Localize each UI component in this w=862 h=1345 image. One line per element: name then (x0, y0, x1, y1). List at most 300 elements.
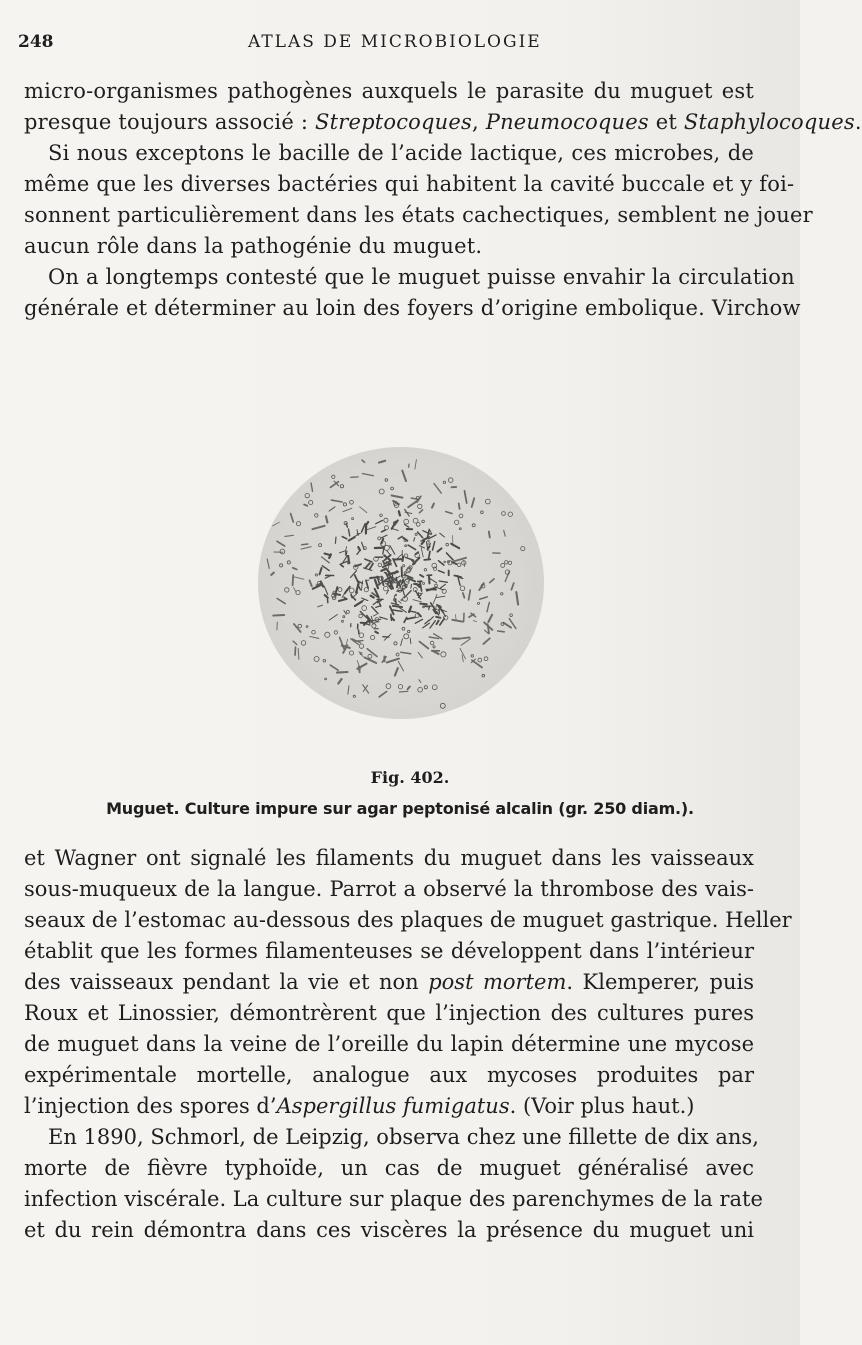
micrograph-stroke (357, 551, 359, 554)
micrograph-stroke (365, 559, 372, 562)
micrograph-spore (305, 493, 309, 497)
micrograph-stroke (404, 618, 407, 623)
micrograph-stroke (483, 638, 489, 644)
micrograph-stroke (405, 525, 409, 528)
micrograph-spore (435, 584, 438, 587)
micrograph-stroke (480, 597, 488, 599)
micrograph-stroke (399, 691, 407, 692)
micrograph-stroke (381, 535, 387, 538)
micrograph-stroke (322, 566, 329, 571)
micrograph-spore (404, 519, 409, 524)
micrograph-spore (440, 703, 445, 708)
micrograph-spore (353, 695, 355, 697)
micrograph-spore (384, 586, 389, 591)
micrograph-stroke (433, 595, 437, 604)
micrograph-stroke (310, 580, 312, 586)
micrograph-stroke (349, 529, 350, 536)
micrograph-spore (380, 514, 383, 517)
micrograph-spore (429, 543, 431, 545)
micrograph-spore (402, 627, 405, 630)
micrograph-stroke (301, 547, 311, 549)
micrograph-stroke (451, 544, 459, 549)
micrograph-stroke (398, 661, 403, 671)
micrograph-spore (340, 485, 343, 488)
micrograph-stroke (498, 631, 505, 632)
micrograph-spore (482, 674, 485, 677)
page-header (18, 28, 760, 58)
micrograph-stroke (437, 621, 439, 625)
micrograph-stroke (511, 583, 513, 590)
micrograph-stroke (408, 545, 416, 550)
micrograph-stroke (399, 511, 400, 515)
micrograph-spore (448, 478, 453, 483)
micrograph-stroke (360, 507, 367, 513)
micrograph-stroke (420, 604, 427, 605)
micrograph-stroke (393, 606, 402, 607)
micrograph-spore (485, 499, 490, 504)
micrograph-stroke (415, 460, 417, 469)
micrograph-stroke (505, 571, 509, 581)
micrograph-spore (432, 685, 437, 690)
micrograph-stroke (418, 532, 423, 538)
micrograph-spore (416, 523, 420, 527)
micrograph-spore (405, 545, 407, 547)
micrograph-stroke (433, 542, 435, 551)
micrograph-stroke (418, 652, 422, 657)
micrograph-stroke (447, 553, 454, 560)
micrograph-stroke (343, 508, 352, 511)
micrograph-stroke (398, 601, 401, 603)
micrograph-spore (404, 634, 409, 639)
micrograph-stroke (463, 593, 465, 598)
micrograph-stroke (504, 530, 506, 536)
micrograph-spore (343, 503, 346, 506)
micrograph-stroke (273, 522, 280, 526)
micrograph-stroke (366, 522, 368, 525)
micrograph-stroke (367, 649, 377, 657)
micrograph-spore (323, 659, 326, 662)
micrograph-stroke (423, 623, 430, 628)
micrograph-stroke (312, 526, 324, 529)
micrograph-stroke (344, 611, 346, 615)
micrograph-stroke (293, 575, 294, 585)
micrograph-stroke (490, 579, 494, 583)
micrograph-spore (502, 512, 506, 516)
paragraph-block-bottom (24, 843, 792, 1246)
micrograph-spore (349, 651, 353, 655)
micrograph-spore (314, 657, 319, 662)
micrograph-stroke (438, 548, 442, 551)
micrograph-spore (342, 620, 344, 622)
micrograph-stroke (341, 565, 344, 567)
micrograph-stroke (277, 599, 285, 604)
micrograph-spore (384, 526, 388, 530)
micrograph-stroke (271, 573, 274, 575)
micrograph-stroke (516, 592, 518, 604)
micrograph-spore (386, 684, 391, 689)
micrograph-stroke (379, 461, 385, 463)
micrograph-spore (404, 572, 406, 574)
micrograph-spore (408, 630, 410, 632)
micrograph-spore (338, 588, 342, 592)
micrograph-stroke (320, 568, 322, 575)
micrograph-spore (332, 475, 335, 478)
text-line: des vaisseaux pendant la vie et non post mortem. Klemperer, puis (24, 970, 754, 994)
text-line: générale et déterminer au loin des foyers d’origine embolique. Virchow (24, 296, 801, 320)
micrograph-spore (362, 606, 367, 611)
micrograph-stroke (461, 639, 470, 646)
micrograph-stroke (391, 603, 398, 605)
micrograph-stroke (304, 505, 307, 506)
micrograph-spore (394, 642, 397, 645)
micrograph-stroke (325, 554, 330, 555)
micrograph-spore (424, 686, 427, 689)
micrograph-stroke (420, 642, 429, 649)
text-line: l’injection des spores d’Aspergillus fumigatus. (Voir plus haut.) (24, 1094, 695, 1118)
text-line: presque toujours associé : Streptocoques, Pneumocoques et Staphylocoques. (24, 110, 862, 134)
micrograph-stroke (402, 580, 403, 583)
micrograph-stroke (375, 580, 378, 588)
micrograph-stroke (291, 514, 294, 522)
micrograph-stroke (358, 547, 360, 550)
micrograph-stroke (392, 496, 403, 498)
micrograph-stroke (423, 531, 431, 535)
micrograph-stroke (429, 535, 436, 539)
micrograph-stroke (410, 638, 411, 644)
micrograph-stroke (459, 577, 463, 578)
micrograph-stroke (370, 564, 373, 570)
text-line: En 1890, Schmorl, de Leipzig, observa chez une fillette de dix ans, (48, 1125, 759, 1149)
micrograph-stroke (459, 503, 460, 508)
micrograph-stroke (446, 512, 452, 514)
micrograph-spore (306, 626, 308, 628)
text-line: et du rein démontra dans ces viscères la présence du muguet uni (24, 1218, 754, 1242)
micrograph-spore (343, 616, 345, 618)
micrograph-spore (325, 632, 330, 637)
micrograph-stroke (419, 546, 424, 548)
micrograph-spore (384, 518, 388, 522)
micrograph-stroke (358, 600, 364, 605)
micrograph-spore (428, 540, 430, 542)
micrograph-spore (444, 561, 446, 563)
micrograph-stroke (410, 611, 416, 612)
micrograph-stroke (348, 686, 349, 694)
micrograph-spore (505, 561, 508, 564)
micrograph-stroke (325, 576, 330, 578)
micrograph-spore (478, 658, 482, 662)
micrograph-stroke (407, 617, 415, 619)
micrograph-stroke (420, 575, 423, 577)
micrograph-stroke (452, 620, 463, 622)
micrograph-stroke (419, 510, 422, 513)
micrograph-stroke (326, 516, 327, 522)
micrograph-spore (298, 624, 302, 628)
micrograph-spore (334, 631, 337, 634)
micrograph-spore (378, 563, 382, 567)
micrograph-stroke (362, 542, 365, 549)
micrograph-spore (442, 589, 446, 593)
micrograph-stroke (355, 575, 359, 584)
micrograph-stroke (504, 623, 512, 628)
micrograph-stroke (376, 520, 383, 523)
micrograph-stroke (439, 581, 447, 582)
micrograph-stroke (413, 600, 421, 602)
page-number: 248 (18, 32, 54, 52)
micrograph-stroke (370, 577, 379, 578)
micrograph-stroke (391, 614, 392, 620)
micrograph-spore (315, 514, 318, 517)
micrograph-spore (403, 565, 405, 567)
text-line: même que les diverses bactéries qui habitent la cavité buccale et y foi- (24, 172, 795, 196)
micrograph-spore (280, 549, 285, 554)
micrograph-spore (319, 544, 322, 547)
micrograph-stroke (293, 641, 297, 644)
micrograph-spore (379, 489, 384, 494)
micrograph-stroke (339, 599, 347, 601)
micrograph-stroke (294, 588, 297, 593)
micrograph-spore (346, 610, 349, 613)
micrograph-stroke (436, 617, 440, 618)
micrograph-stroke (395, 668, 398, 675)
micrograph-stroke (452, 562, 456, 564)
micrograph-spore (460, 586, 465, 591)
micrograph-spore (459, 514, 463, 518)
micrograph-spore (350, 500, 354, 504)
micrograph-spore (446, 543, 449, 546)
micrograph-stroke (285, 535, 294, 536)
micrograph-spore (352, 518, 354, 520)
micrograph-stroke (365, 563, 370, 568)
micrograph-stroke (440, 619, 445, 626)
micrograph-stroke (422, 541, 425, 544)
micrograph-spore (423, 582, 425, 584)
micrograph-stroke (437, 612, 439, 615)
micrograph-spore (312, 630, 316, 634)
micrograph-stroke (346, 551, 347, 556)
micrograph-spore (378, 537, 381, 540)
micrograph-stroke (375, 632, 378, 633)
micrograph-stroke (414, 538, 415, 542)
micrograph-spore (418, 504, 422, 508)
micrograph-spore (372, 624, 376, 628)
micrograph-spore (510, 614, 513, 617)
micrograph-spore (418, 687, 423, 692)
micrograph-spore (484, 657, 488, 661)
micrograph-stroke (371, 596, 374, 598)
micrograph-stroke (277, 541, 285, 546)
micrograph-stroke (366, 580, 368, 588)
text-line: Roux et Linossier, démontrèrent que l’injection des cultures pures (24, 1001, 754, 1025)
micrograph-stroke (406, 557, 414, 560)
micrograph-stroke (325, 595, 328, 598)
micrograph-stroke (362, 460, 365, 462)
micrograph-stroke (413, 558, 419, 565)
micrograph-stroke (411, 584, 412, 588)
micrograph-spore (433, 646, 435, 648)
micrograph-stroke (389, 572, 398, 574)
micrograph-stroke (408, 687, 410, 690)
micrograph-stroke (403, 557, 404, 561)
paragraph-block-top (24, 76, 862, 324)
micrograph-stroke (432, 504, 434, 508)
micrograph-stroke (349, 537, 355, 540)
micrograph-stroke (415, 619, 422, 623)
micrograph-spore (508, 561, 511, 564)
micrograph-stroke (366, 527, 375, 530)
micrograph-spore (401, 599, 403, 601)
micrograph-spore (415, 614, 419, 618)
micrograph-stroke (342, 590, 347, 598)
micrograph-stroke (310, 637, 319, 639)
micrograph-spore (521, 547, 525, 551)
micrograph-stroke (487, 602, 489, 611)
micrograph-stroke (342, 537, 347, 539)
micrograph-spore (501, 623, 504, 626)
micrograph-spore (359, 644, 363, 648)
micrograph-spore (472, 524, 475, 527)
micrograph-stroke (394, 559, 402, 560)
text-line: infection viscérale. La culture sur plaque des parenchymes de la rate (24, 1187, 763, 1211)
micrograph-spore (415, 533, 417, 535)
micrograph-stroke (362, 598, 368, 601)
micrograph-spore (471, 655, 473, 657)
micrograph-stroke (273, 615, 284, 616)
micrograph-stroke (408, 501, 417, 507)
micrograph-stroke (402, 471, 406, 481)
micrograph-spore (325, 678, 327, 680)
micrograph-stroke (383, 561, 385, 564)
micrograph-spore (419, 593, 422, 596)
micrograph-stroke (419, 680, 421, 683)
micrograph-stroke (387, 659, 399, 663)
micrograph-stroke (462, 655, 463, 662)
micrograph-spore (385, 479, 388, 482)
figure-label: Fig. 402. (370, 768, 450, 787)
micrograph-spore (501, 563, 505, 567)
micrograph-stroke (298, 649, 299, 660)
micrograph-stroke (440, 533, 445, 537)
micrograph-stroke (362, 474, 373, 476)
micrograph-stroke (329, 615, 337, 621)
micrograph-stroke (372, 619, 381, 621)
micrograph-stroke (338, 679, 341, 684)
text-line: seaux de l’estomac au-dessous des plaques de muguet gastrique. Heller (24, 908, 792, 932)
micrograph-stroke (339, 551, 345, 553)
micrograph-spore (285, 588, 289, 592)
micrograph-stroke (329, 507, 335, 511)
micrograph-stroke (311, 483, 312, 491)
micrograph-spore (481, 511, 484, 514)
micrograph-spore (315, 574, 317, 576)
micrograph-spore (296, 591, 300, 595)
micrograph-spore (371, 635, 375, 639)
micrograph-stroke (436, 587, 444, 590)
micrograph-stroke (472, 498, 475, 507)
micrograph-stroke (302, 544, 308, 545)
micrograph-spore (455, 520, 459, 524)
micrograph-spore (359, 614, 363, 618)
micrograph-spore (287, 561, 290, 564)
micrograph-spore (364, 588, 368, 592)
micrograph-stroke (373, 615, 376, 617)
micrograph-spore (441, 652, 446, 657)
text-line: micro-organismes pathogènes auxquels le parasite du muguet est (24, 79, 754, 103)
micrograph-stroke (439, 561, 444, 565)
micrograph-stroke (436, 596, 445, 597)
micrograph-stroke (421, 548, 423, 557)
micrograph-stroke (372, 607, 378, 614)
micrograph-stroke (429, 637, 438, 639)
micrograph-stroke (293, 568, 297, 570)
micrograph-stroke (401, 652, 411, 654)
micrograph-stroke (429, 617, 433, 621)
micrograph-stroke (438, 571, 444, 573)
figure-caption: Muguet. Culture impure sur agar peptonisé alcalin (gr. 250 diam.). (106, 799, 694, 818)
text-line: sous-muqueux de la langue. Parrot a observé la thrombose des vais- (24, 877, 754, 901)
micrograph-stroke (354, 641, 363, 642)
micrograph-stroke (469, 590, 471, 600)
micrograph-stroke (331, 500, 342, 502)
micrograph-stroke (313, 585, 322, 589)
micrograph-stroke (362, 524, 366, 532)
micrograph-stroke (465, 491, 467, 503)
micrograph-spore (457, 563, 461, 567)
micrograph-spore (359, 633, 364, 638)
micrograph-stroke (488, 615, 492, 622)
text-line: sonnent particulièrement dans les états cachectiques, semblent ne jouer (24, 203, 813, 227)
micrograph-image (258, 447, 544, 719)
micrograph-stroke (464, 561, 465, 567)
micrograph-stroke (398, 536, 402, 539)
micrograph-spore (508, 512, 512, 516)
micrograph-spore (459, 528, 461, 530)
micrograph-stroke (382, 530, 386, 532)
text-line: Si nous exceptons le bacille de l’acide lactique, ces microbes, de (48, 141, 754, 165)
micrograph-stroke (379, 692, 386, 697)
micrograph-spore (349, 588, 354, 593)
micrograph-stroke (337, 672, 348, 673)
micrograph-stroke (473, 621, 476, 622)
micrograph-spore (296, 522, 300, 526)
micrograph-spore (368, 654, 372, 658)
micrograph-spore (430, 641, 434, 645)
text-line: et Wagner ont signalé les filaments du muguet dans les vaisseaux (24, 846, 754, 870)
micrograph-stroke (441, 584, 446, 588)
text-line: établit que les formes filamenteuses se développent dans l’intérieur (24, 939, 754, 963)
micrograph-spore (398, 685, 402, 689)
micrograph-stroke (401, 639, 403, 646)
micrograph-spore (424, 569, 426, 571)
text-line: morte de fièvre typhoïde, un cas de muguet généralisé avec (24, 1156, 754, 1180)
micrograph-spore (422, 520, 425, 523)
micrograph-stroke (390, 546, 395, 555)
micrograph-stroke (430, 621, 435, 628)
micrograph-spore (391, 487, 394, 490)
micrograph-spore (301, 641, 306, 646)
micrograph-spore (280, 564, 283, 567)
text-line: expérimentale mortelle, analogue aux mycoses produites par (24, 1063, 754, 1087)
micrograph-stroke (405, 512, 412, 514)
micrograph-stroke (324, 586, 328, 594)
micrograph-spore (396, 653, 399, 656)
text-line: de muguet dans la veine de l’oreille du lapin détermine une mycose (24, 1032, 754, 1056)
micrograph-stroke (335, 537, 336, 543)
running-title: ATLAS DE MICROBIOLOGIE (248, 32, 542, 52)
micrograph-stroke (267, 559, 269, 568)
micrograph-spore (478, 602, 480, 604)
micrograph-spore (501, 593, 503, 595)
micrograph-stroke (348, 556, 349, 563)
